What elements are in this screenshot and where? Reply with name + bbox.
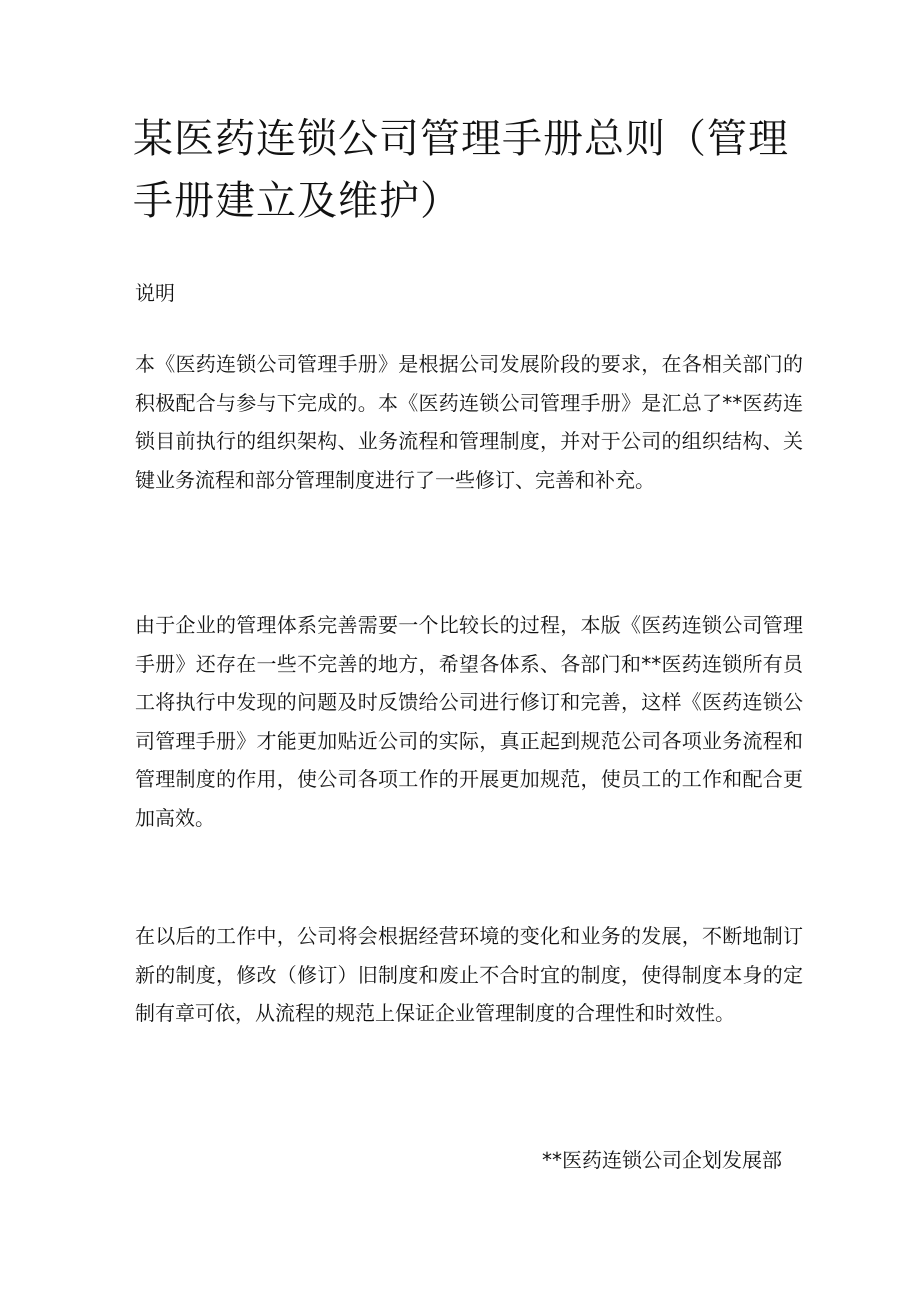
paragraph-2: 由于企业的管理体系完善需要一个比较长的过程，本版《医药连锁公司管理手册》还存在一些不完善的地方，希望各体系、各部门和**医药连锁所有员工将执行中发现的问题及时反馈给公司进行修订和完善，这样《医药连锁公司管理手册》才能更加贴近公司的实际，真正起到规范公司各项业务流程和管理制度的作用，使公司各项工作的开展更加规范，使员工的工作和配合更加高效。 [135,613,803,830]
document-title: 某医药连锁公司管理手册总则（管理手册建立及维护） [133,116,789,224]
paragraph-3: 在以后的工作中，公司将会根据经营环境的变化和业务的发展，不断地制订新的制度，修改（修订）旧制度和废止不合时宜的制度，使得制度本身的定制有章可依，从流程的规范上保证企业管理制度的合理性和时效性。 [135,924,803,1025]
section-label: 说明 [135,281,175,305]
signature: **医药连锁公司企划发展部 [542,1148,782,1172]
paragraph-1: 本《医药连锁公司管理手册》是根据公司发展阶段的要求，在各相关部门的积极配合与参与下完成的。本《医药连锁公司管理手册》是汇总了**医药连锁目前执行的组织架构、业务流程和管理制度，并对于公司的组织结构、关键业务流程和部分管理制度进行了一些修订、完善和补充。 [135,352,803,492]
